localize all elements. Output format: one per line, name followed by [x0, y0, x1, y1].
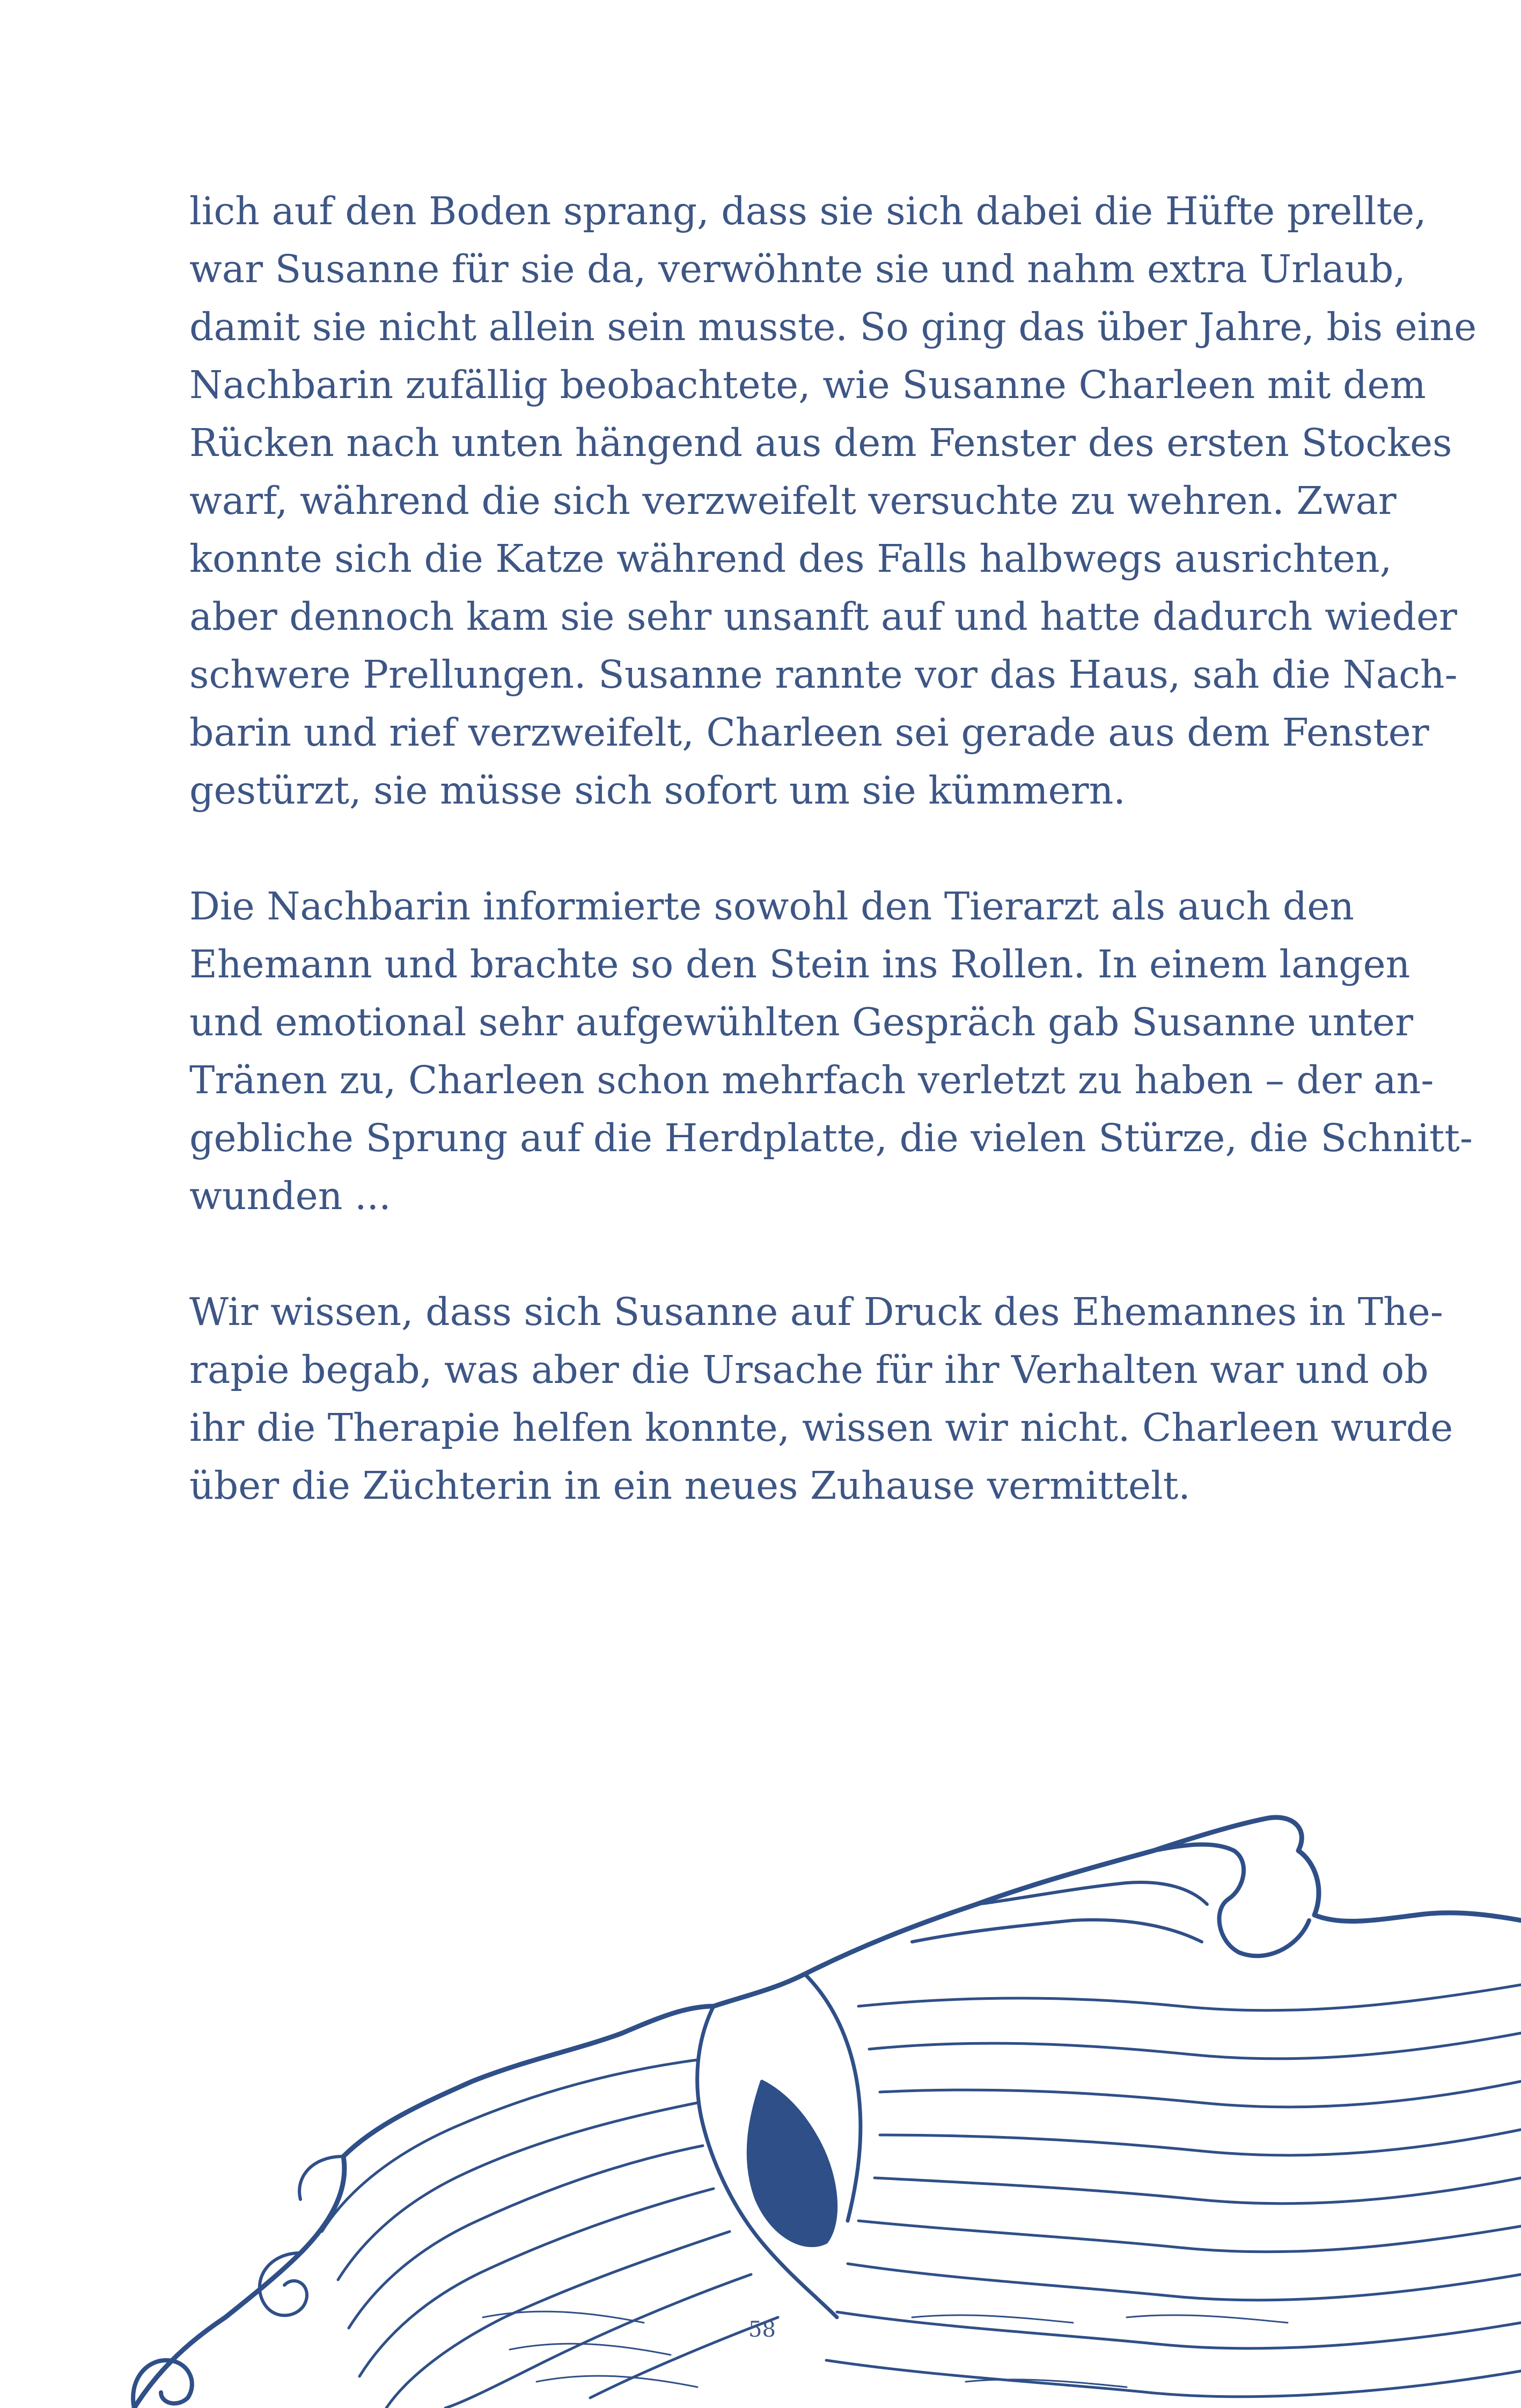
paragraph-gap	[189, 820, 1332, 878]
paragraph-2	[189, 878, 1473, 1225]
text-line: Nachbarin zufällig beobachtete, wie Susanne Charleen mit dem	[189, 363, 1426, 407]
text-line: Rücken nach unten hängend aus dem Fenster des ersten Stockes	[189, 421, 1452, 465]
wave-fur-illustration	[0, 1781, 1521, 2408]
text-line: konnte sich die Katze während des Falls halbwegs ausrichten,	[189, 536, 1392, 581]
text-line: ihr die Therapie helfen konnte, wissen wir nicht. Charleen wurde	[189, 1405, 1453, 1450]
text-line: Tränen zu, Charleen schon mehrfach verletzt zu haben – der an-	[189, 1058, 1434, 1102]
text-line: über die Züchterin in ein neues Zuhause vermittelt.	[189, 1463, 1191, 1508]
text-line: warf, während die sich verzweifelt versuchte zu wehren. Zwar	[189, 478, 1397, 523]
text-line: lich auf den Boden sprang, dass sie sich dabei die Hüfte prellte,	[189, 189, 1427, 233]
text-line: barin und rief verzweifelt, Charleen sei gerade aus dem Fenster	[189, 710, 1429, 755]
page-number: 58	[748, 2317, 776, 2342]
text-line: war Susanne für sie da, verwöhnte sie und nahm extra Urlaub,	[189, 247, 1406, 291]
text-line: und emotional sehr aufgewühlten Gespräch gab Susanne unter	[189, 1000, 1414, 1044]
body-text	[189, 182, 1477, 1515]
text-line: rapie begab, was aber die Ursache für ihr Verhalten war und ob	[189, 1347, 1429, 1392]
text-line: wunden ...	[189, 1174, 391, 1218]
text-line: aber dennoch kam sie sehr unsanft auf und hatte dadurch wieder	[189, 594, 1457, 639]
text-line: gebliche Sprung auf die Herdplatte, die vielen Stürze, die Schnitt-	[189, 1116, 1473, 1160]
text-line: gestürzt, sie müsse sich sofort um sie kümmern.	[189, 768, 1126, 813]
text-line: Ehemann und brachte so den Stein ins Rollen. In einem langen	[189, 942, 1410, 986]
paragraph-1	[189, 182, 1477, 820]
text-line: damit sie nicht allein sein musste. So ging das über Jahre, bis eine	[189, 305, 1477, 349]
paragraph-3	[189, 1283, 1453, 1515]
paragraph-gap	[189, 1225, 1332, 1283]
text-line: schwere Prellungen. Susanne rannte vor das Haus, sah die Nach-	[189, 652, 1458, 697]
text-line: Wir wissen, dass sich Susanne auf Druck des Ehemannes in The-	[189, 1290, 1443, 1334]
text-line: Die Nachbarin informierte sowohl den Tierarzt als auch den	[189, 884, 1355, 929]
